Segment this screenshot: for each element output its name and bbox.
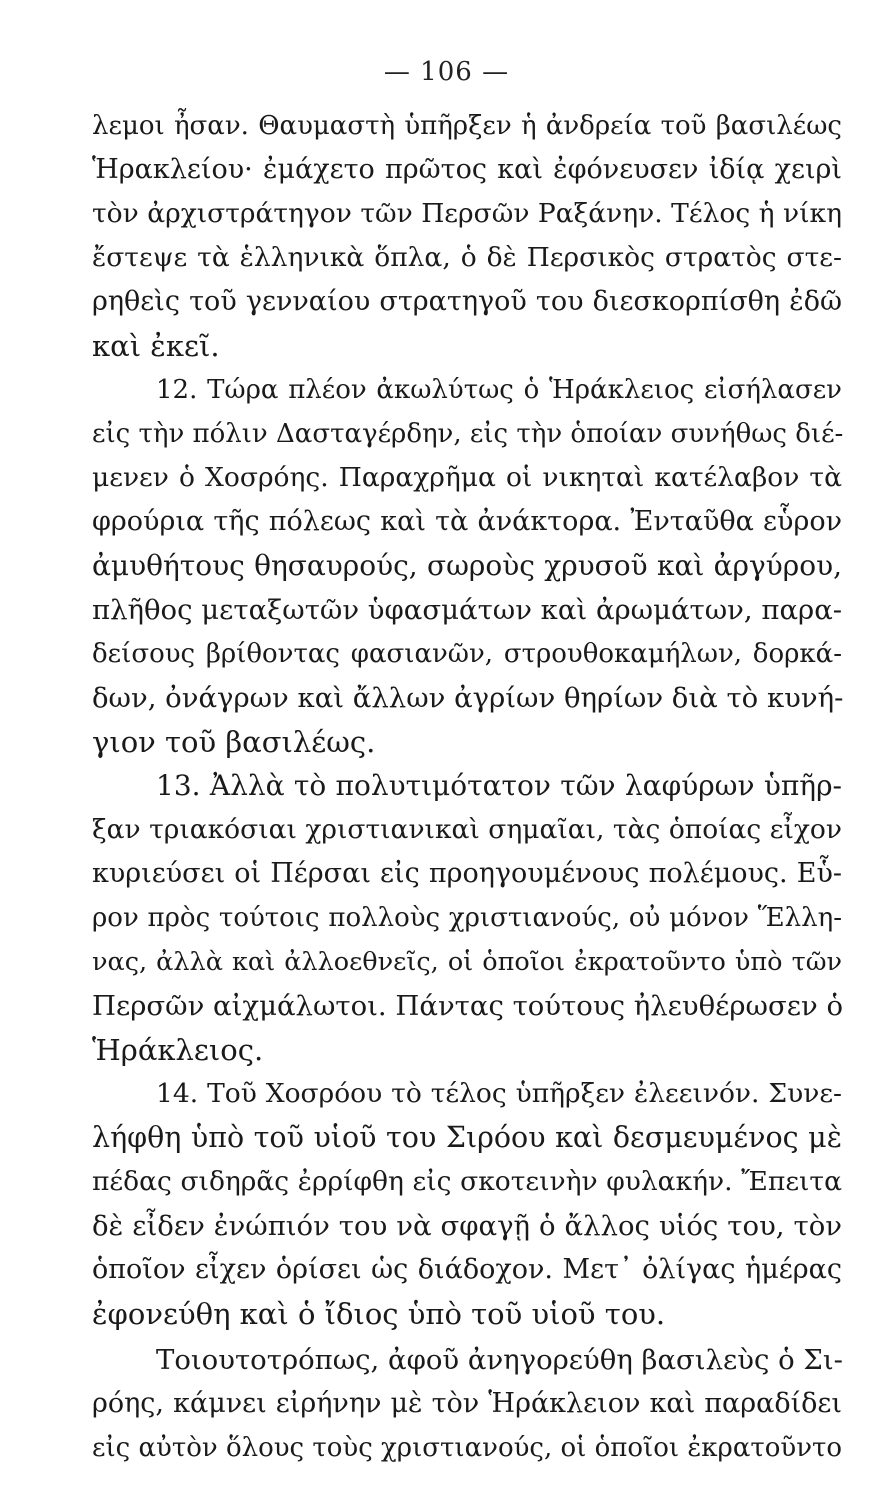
paragraph-start-line: 13. Ἀλλὰ τὸ πολυτιμότατον τῶν λαφύρων ὑπῆρ- xyxy=(156,769,842,802)
text-line: ἔστεψε τὰ ἑλληνικὰ ὅπλα, ὁ δὲ Περσικὸς στρατὸς στε- xyxy=(92,242,842,273)
text-line: δων, ὀνάγρων καὶ ἄλλων ἀγρίων θηρίων διὰ τὸ κυνή- xyxy=(92,682,844,714)
text-line: ὁποῖον εἶχεν ὁρίσει ὡς διάδοχον. Μετ᾽ ὀλίγας ἡμέρας xyxy=(92,1254,842,1285)
page-number: — 106 — xyxy=(383,57,510,87)
text-line: πλῆθος μεταξωτῶν ὑφασμάτων καὶ ἀρωμάτων, παρα- xyxy=(92,594,843,626)
text-line: ἐφονεύθη καὶ ὁ ἴδιος ὑπὸ τοῦ υἱοῦ του. xyxy=(92,1297,666,1331)
text-line: πέδας σιδηρᾶς ἐρρίφθη εἰς σκοτεινὴν φυλακήν. Ἔπειτα xyxy=(92,1166,842,1197)
paragraph-start-line: 12. Τώρα πλέον ἀκωλύτως ὁ Ἡράκλειος εἰσήλασεν xyxy=(156,375,842,405)
paragraph-start-line: 14. Τοῦ Χοσρόου τὸ τέλος ὑπῆρξεν ἐλεεινόν. Συνε- xyxy=(156,1078,842,1109)
text-line: εἰς αὐτὸν ὅλους τοὺς χριστιανούς, οἱ ὁποῖοι ἐκρατοῦντο xyxy=(92,1433,843,1463)
text-line: λεμοι ἦσαν. Θαυμαστὴ ὑπῆρξεν ἡ ἀνδρεία τοῦ βασιλέως xyxy=(92,111,842,141)
text-line: δείσους βρίθοντας φασιανῶν, στρουθοκαμήλων, δορκά- xyxy=(92,639,842,669)
text-line: δὲ εἶδεν ἐνώπιόν του νὰ σφαγῇ ὁ ἄλλος υἱός του, τὸν xyxy=(92,1210,842,1242)
text-line: τὸν ἀρχιστράτηγον τῶν Περσῶν Ραξάνην. Τέλος ἡ νίκη xyxy=(92,198,842,229)
text-line: μενεν ὁ Χοσρόης. Παραχρῆμα οἱ νικηταὶ κατέλαβον τὰ xyxy=(92,462,842,493)
text-line: καὶ ἐκεῖ. xyxy=(92,329,220,363)
paragraph-start-line: Τοιουτοτρόπως, ἀφοῦ ἀνηγορεύθη βασιλεὺς ὁ Σι- xyxy=(156,1344,843,1376)
text-line: ρηθεὶς τοῦ γενναίου στρατηγοῦ του διεσκορπίσθη ἐδῶ xyxy=(92,286,842,317)
body-text xyxy=(92,104,842,1470)
text-line: Ἡρακλείου· ἐμάχετο πρῶτος καὶ ἐφόνευσεν ἰδίᾳ χειρὶ xyxy=(92,154,842,185)
text-line: ξαν τριακόσιαι χριστιανικαὶ σημαῖαι, τὰς ὁποίας εἶχον xyxy=(92,814,842,845)
text-line: Περσῶν αἰχμάλωτοι. Πάντας τούτους ἠλευθέρωσεν ὁ xyxy=(92,990,844,1022)
text-line: κυριεύσει οἱ Πέρσαι εἰς προηγουμένους πολέμους. Εὗ- xyxy=(92,858,842,889)
text-line: νας, ἀλλὰ καὶ ἀλλοεθνεῖς, οἱ ὁποῖοι ἐκρατοῦντο ὑπὸ τῶν xyxy=(92,947,842,977)
text-line: Ἡράκλειος. xyxy=(92,1033,264,1067)
text-line: εἰς τὴν πόλιν Δασταγέρδην, εἰς τὴν ὁποίαν συνήθως διέ- xyxy=(92,419,844,449)
text-line: ἀμυθήτους θησαυρούς, σωροὺς χρυσοῦ καὶ ἀργύρου, xyxy=(92,549,842,582)
text-line: λήφθη ὑπὸ τοῦ υἱοῦ του Σιρόου καὶ δεσμευμένος μὲ xyxy=(92,1121,842,1154)
text-line: ρόης, κάμνει εἰρήνην μὲ τὸν Ἡράκλειον καὶ παραδίδει xyxy=(92,1388,842,1419)
text-line: φρούρια τῆς πόλεως καὶ τὰ ἀνάκτορα. Ἐνταῦθα εὗρον xyxy=(92,506,842,537)
text-line: ρον πρὸς τούτοις πολλοὺς χριστιανούς, οὐ μόνον Ἕλλη- xyxy=(92,903,842,933)
text-line: γιον τοῦ βασιλέως. xyxy=(92,725,376,759)
